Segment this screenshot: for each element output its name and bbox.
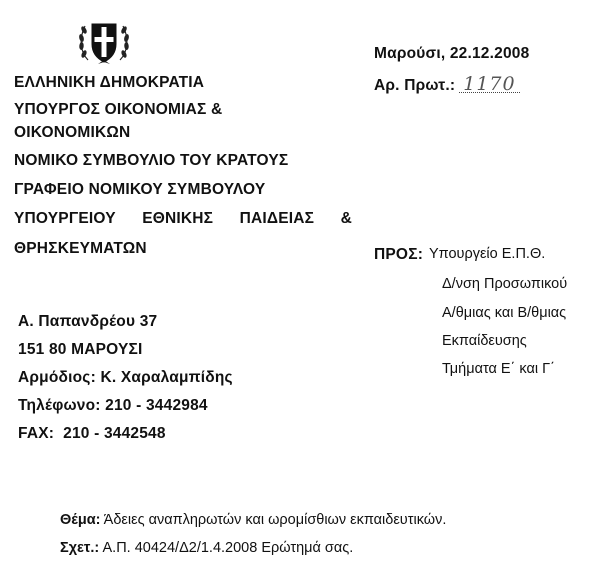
recipient-line: Υπουργείο Ε.Π.Θ. [429, 246, 546, 262]
subject-text: Άδειες αναπληρωτών και ωρομίσθιων εκπαιδευτικών. [103, 512, 447, 528]
fax-row [18, 425, 166, 443]
recipient-line: Τμήματα Ε΄ και Γ΄ [442, 361, 555, 377]
reference-text: Α.Π. 40424/Δ2/1.4.2008 Ερώτημά σας. [102, 540, 354, 556]
fax-label: FAX: [18, 425, 55, 442]
postal-code-city: 151 80 ΜΑΡΟΥΣΙ [18, 341, 143, 358]
header-ministry: ΥΠΟΥΡΓΟΣ ΟΙΚΟΝΟΜΙΑΣ & [14, 101, 223, 118]
header-religions: ΘΡΗΣΚΕΥΜΑΤΩΝ [14, 240, 147, 257]
address: Α. Παπανδρέου 37 [18, 313, 158, 330]
responsible-officer [18, 369, 233, 387]
reference-label: Σχετ.: [60, 540, 100, 556]
protocol-number-row [374, 73, 520, 95]
document-date: Μαρούσι, 22.12.2008 [374, 45, 530, 62]
recipient-line: Α/θμιας και Β/θμιας [442, 305, 567, 321]
recipient-line: Δ/νση Προσωπικού [442, 276, 568, 292]
phone-number: 210 - 3442984 [105, 397, 208, 414]
subject-row [60, 512, 446, 528]
responsible-name: Κ. Χαραλαμπίδης [100, 369, 233, 386]
header-word: & [340, 210, 352, 227]
header-word: ΠΑΙΔΕΙΑΣ [239, 210, 315, 227]
header-education-ministry [14, 210, 352, 228]
header-ministry-cont: ΟΙΚΟΝΟΜΙΚΩΝ [14, 124, 131, 141]
header-legal-council: ΝΟΜΙΚΟ ΣΥΜΒΟΥΛΙΟ ΤΟΥ ΚΡΑΤΟΥΣ [14, 152, 289, 169]
protocol-label: Αρ. Πρωτ.: [374, 77, 456, 94]
phone-row [18, 397, 208, 415]
protocol-number: 1170 [459, 76, 519, 93]
recipient-label: ΠΡΟΣ: [374, 246, 424, 263]
greek-coat-of-arms-icon [76, 14, 132, 72]
reference-row [60, 540, 353, 556]
header-word: ΕΘΝΙΚΗΣ [142, 210, 214, 227]
recipient-line: Εκπαίδευσης [442, 333, 527, 349]
fax-number: 210 - 3442548 [63, 425, 166, 442]
responsible-label: Αρμόδιος: [18, 369, 96, 386]
phone-label: Τηλέφωνο: [18, 397, 101, 414]
header-legal-office: ΓΡΑΦΕΙΟ ΝΟΜΙΚΟΥ ΣΥΜΒΟΥΛΟΥ [14, 181, 266, 198]
subject-label: Θέμα: [60, 512, 101, 528]
header-country: ΕΛΛΗΝΙΚΗ ΔΗΜΟΚΡΑΤΙΑ [14, 74, 205, 91]
header-word: ΥΠΟΥΡΓΕΙΟΥ [14, 210, 116, 227]
